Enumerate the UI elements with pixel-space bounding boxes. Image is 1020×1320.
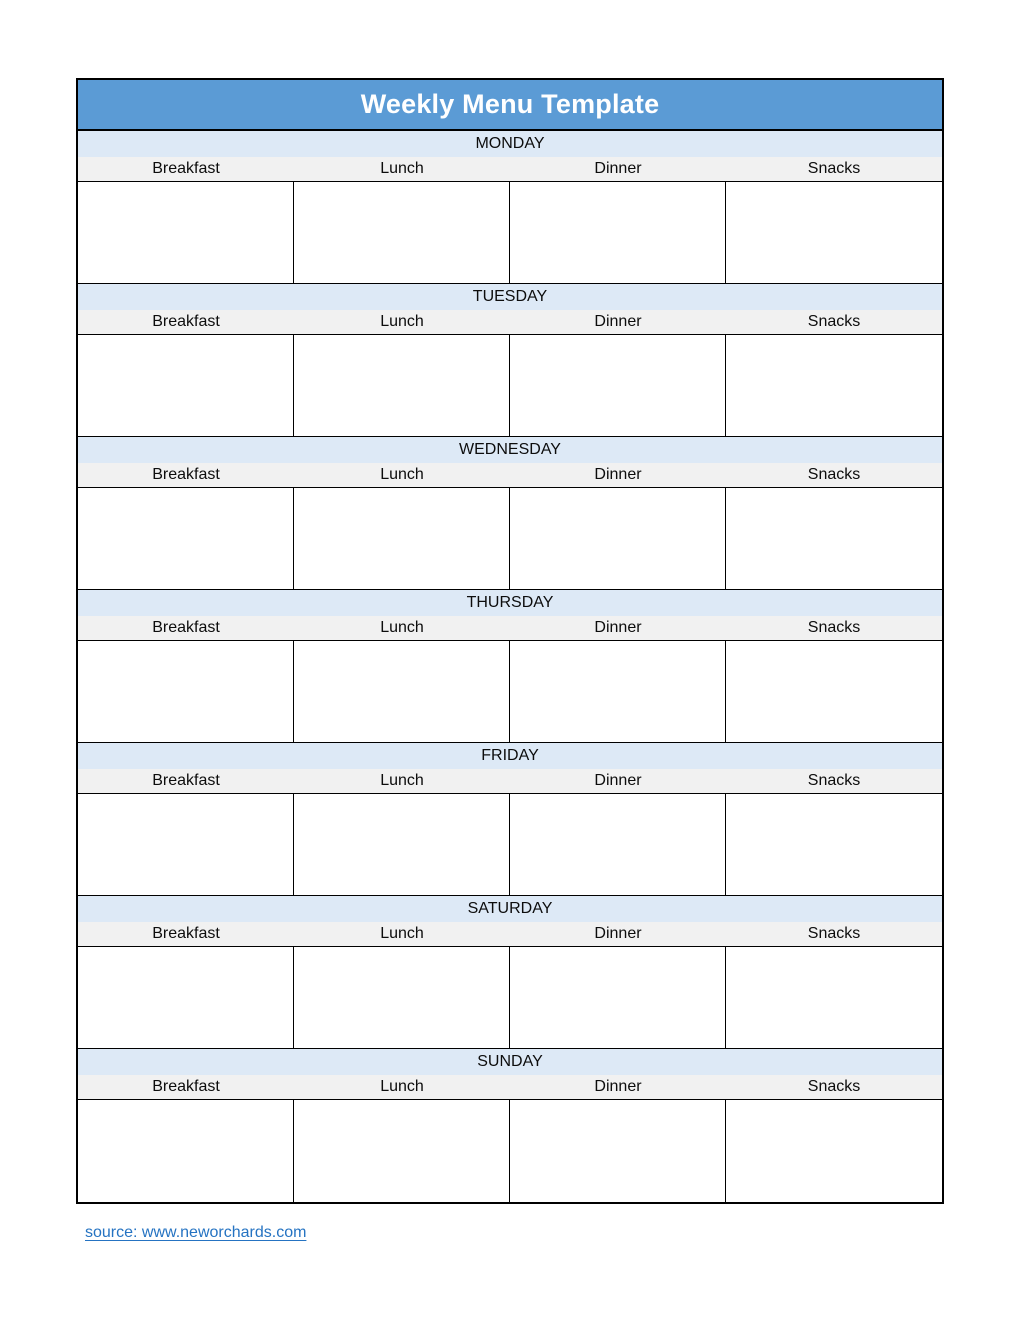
meal-header-lunch: Lunch [380, 313, 424, 330]
meal-header-row [78, 922, 942, 947]
meal-header-breakfast: Breakfast [152, 1078, 220, 1095]
meal-header-breakfast: Breakfast [152, 925, 220, 942]
content-row [78, 488, 942, 590]
day-header-friday: FRIDAY [78, 743, 942, 769]
friday-lunch-cell[interactable] [294, 794, 510, 895]
content-row [78, 182, 942, 284]
saturday-snacks-cell[interactable] [726, 947, 942, 1048]
day-header-tuesday: TUESDAY [78, 284, 942, 310]
meal-header-row [78, 463, 942, 488]
content-row [78, 335, 942, 437]
meal-header-row [78, 157, 942, 182]
meal-header-row [78, 769, 942, 794]
wednesday-snacks-cell[interactable] [726, 488, 942, 589]
meal-header-snacks: Snacks [807, 925, 861, 942]
meal-header-lunch: Lunch [380, 1078, 424, 1095]
meal-header-breakfast: Breakfast [152, 619, 220, 636]
meal-header-lunch: Lunch [380, 619, 424, 636]
meal-header-breakfast: Breakfast [152, 313, 220, 330]
meal-header-snacks: Snacks [807, 160, 861, 177]
thursday-dinner-cell[interactable] [510, 641, 726, 742]
thursday-lunch-cell[interactable] [294, 641, 510, 742]
source-line [85, 1224, 306, 1242]
day-header-wednesday: WEDNESDAY [78, 437, 942, 463]
saturday-lunch-cell[interactable] [294, 947, 510, 1048]
meal-header-dinner: Dinner [594, 466, 642, 483]
day-section-wednesday [78, 437, 942, 590]
title-bar [78, 80, 942, 131]
meal-header-row [78, 310, 942, 335]
friday-breakfast-cell[interactable] [78, 794, 294, 895]
content-row [78, 794, 942, 896]
meal-header-dinner: Dinner [594, 160, 642, 177]
friday-snacks-cell[interactable] [726, 794, 942, 895]
meal-header-row [78, 1075, 942, 1100]
meal-header-dinner: Dinner [594, 772, 642, 789]
meal-header-lunch: Lunch [380, 772, 424, 789]
wednesday-dinner-cell[interactable] [510, 488, 726, 589]
meal-header-snacks: Snacks [807, 619, 861, 636]
meal-header-snacks: Snacks [807, 772, 861, 789]
meal-header-dinner: Dinner [594, 925, 642, 942]
wednesday-lunch-cell[interactable] [294, 488, 510, 589]
thursday-breakfast-cell[interactable] [78, 641, 294, 742]
weekly-menu-table [76, 78, 944, 1204]
meal-header-dinner: Dinner [594, 313, 642, 330]
meal-header-snacks: Snacks [807, 1078, 861, 1095]
tuesday-lunch-cell[interactable] [294, 335, 510, 436]
day-header-thursday: THURSDAY [78, 590, 942, 616]
day-header-saturday: SATURDAY [78, 896, 942, 922]
friday-dinner-cell[interactable] [510, 794, 726, 895]
content-row [78, 947, 942, 1049]
monday-snacks-cell[interactable] [726, 182, 942, 283]
tuesday-dinner-cell[interactable] [510, 335, 726, 436]
meal-header-snacks: Snacks [807, 313, 861, 330]
tuesday-breakfast-cell[interactable] [78, 335, 294, 436]
monday-lunch-cell[interactable] [294, 182, 510, 283]
meal-header-lunch: Lunch [380, 466, 424, 483]
sunday-snacks-cell[interactable] [726, 1100, 942, 1202]
day-section-sunday [78, 1049, 942, 1202]
monday-breakfast-cell[interactable] [78, 182, 294, 283]
meal-header-snacks: Snacks [807, 466, 861, 483]
meal-header-lunch: Lunch [380, 160, 424, 177]
source-link[interactable]: source: www.neworchards.com [85, 1224, 307, 1241]
day-section-tuesday [78, 284, 942, 437]
meal-header-dinner: Dinner [594, 1078, 642, 1095]
content-row [78, 1100, 942, 1202]
day-section-thursday [78, 590, 942, 743]
meal-header-lunch: Lunch [380, 925, 424, 942]
wednesday-breakfast-cell[interactable] [78, 488, 294, 589]
day-section-friday [78, 743, 942, 896]
meal-header-dinner: Dinner [594, 619, 642, 636]
thursday-snacks-cell[interactable] [726, 641, 942, 742]
sunday-dinner-cell[interactable] [510, 1100, 726, 1202]
tuesday-snacks-cell[interactable] [726, 335, 942, 436]
day-section-monday [78, 131, 942, 284]
sunday-lunch-cell[interactable] [294, 1100, 510, 1202]
day-section-saturday [78, 896, 942, 1049]
content-row [78, 641, 942, 743]
saturday-breakfast-cell[interactable] [78, 947, 294, 1048]
page-title: Weekly Menu Template [360, 89, 660, 119]
day-header-monday: MONDAY [78, 131, 942, 157]
meal-header-breakfast: Breakfast [152, 160, 220, 177]
monday-dinner-cell[interactable] [510, 182, 726, 283]
sunday-breakfast-cell[interactable] [78, 1100, 294, 1202]
meal-header-row [78, 616, 942, 641]
day-header-sunday: SUNDAY [78, 1049, 942, 1075]
saturday-dinner-cell[interactable] [510, 947, 726, 1048]
meal-header-breakfast: Breakfast [152, 466, 220, 483]
meal-header-breakfast: Breakfast [152, 772, 220, 789]
